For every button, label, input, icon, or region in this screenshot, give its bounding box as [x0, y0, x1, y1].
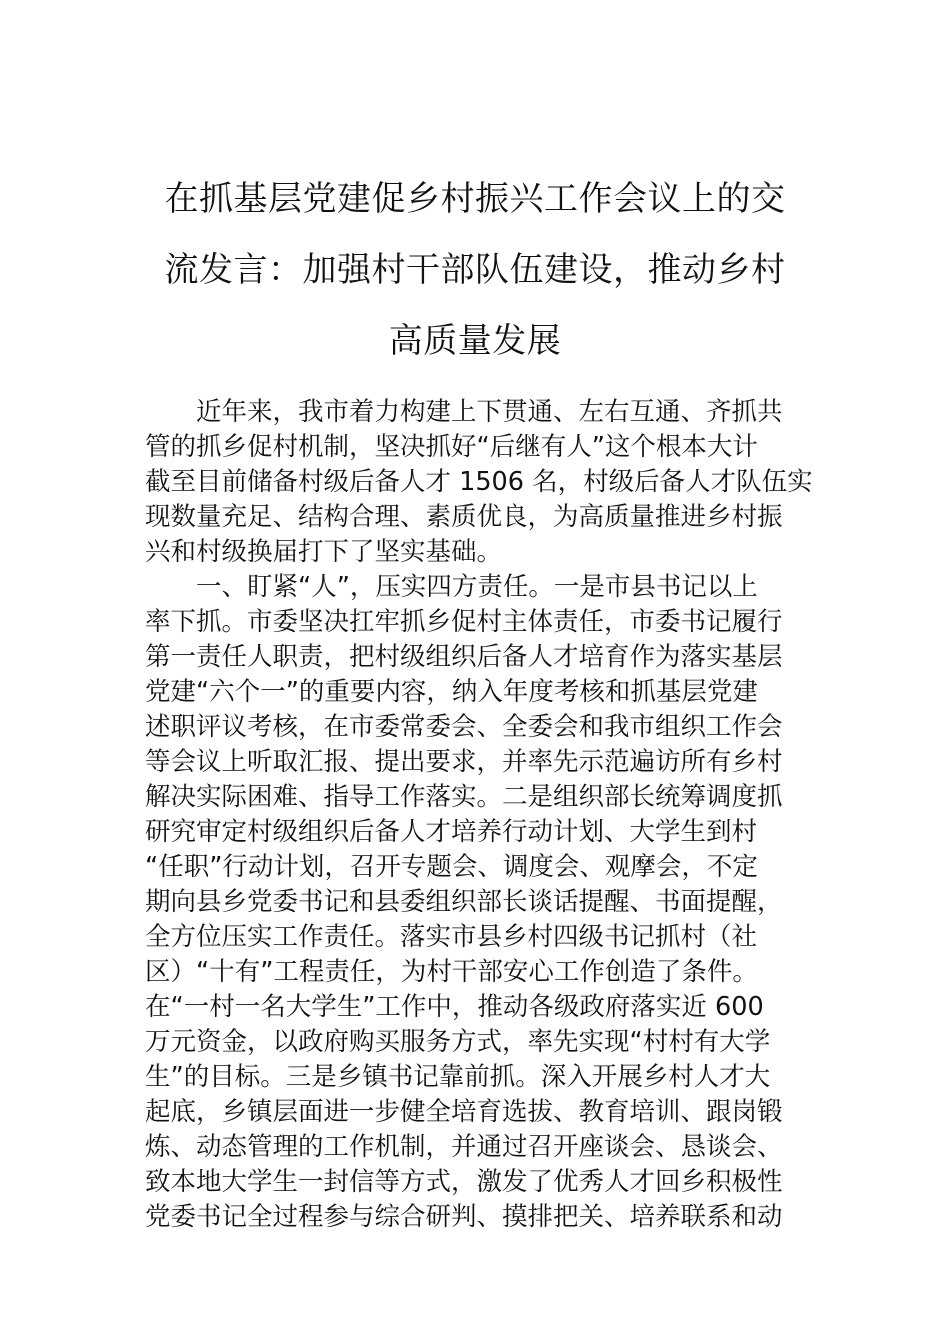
document-body	[145, 395, 815, 1235]
body-line: 近年来，我市着力构建上下贯通、左右互通、齐抓共	[196, 397, 783, 427]
body-line: 起底，乡镇层面进一步健全培育选拔、教育培训、跟岗锻	[145, 1097, 783, 1127]
body-line: 炼、动态管理的工作机制，并通过召开座谈会、恳谈会、	[145, 1132, 783, 1162]
body-line: 管的抓乡促村机制，坚决抓好“后继有人”这个根本大计	[145, 432, 758, 462]
body-line: 区）“十有”工程责任，为村干部安心工作创造了条件。	[145, 957, 758, 987]
body-line: 率下抓。市委坚决扛牢抓乡促村主体责任，市委书记履行	[145, 607, 783, 637]
body-line: 截至目前储备村级后备人才 1506 名，村级后备人才队伍实	[145, 467, 813, 497]
body-line: 第一责任人职责，把村级组织后备人才培育作为落实基层	[145, 642, 783, 672]
body-line: 生”的目标。三是乡镇书记靠前抓。深入开展乡村人才大	[145, 1062, 771, 1092]
body-line: 致本地大学生一封信等方式，激发了优秀人才回乡积极性	[145, 1167, 783, 1197]
body-line: 万元资金，以政府购买服务方式，率先实现“村村有大学	[145, 1027, 771, 1057]
body-line: 现数量充足、结构合理、素质优良，为高质量推进乡村振	[145, 502, 783, 532]
body-line: 研究审定村级组织后备人才培养行动计划、大学生到村	[145, 817, 758, 847]
title-line-3: 高质量发展	[388, 321, 562, 361]
body-line: 解决实际困难、指导工作落实。二是组织部长统筹调度抓	[145, 782, 783, 812]
body-line: 全方位压实工作责任。落实市县乡村四级书记抓村（社	[145, 922, 758, 952]
body-line: “任职”行动计划，召开专题会、调度会、观摩会，不定	[145, 852, 758, 882]
body-line: 一、盯紧“人”，压实四方责任。一是市县书记以上	[196, 572, 758, 602]
body-line: 党建“六个一”的重要内容，纳入年度考核和抓基层党建	[145, 677, 758, 707]
body-line: 在“一村一名大学生”工作中，推动各级政府落实近 600	[145, 992, 764, 1022]
body-line: 等会议上听取汇报、提出要求，并率先示范遍访所有乡村	[145, 747, 783, 777]
document-title	[140, 164, 810, 377]
body-line: 党委书记全过程参与综合研判、摸排把关、培养联系和动	[145, 1202, 783, 1232]
title-line-1: 在抓基层党建促乡村振兴工作会议上的交	[164, 179, 786, 219]
body-line: 兴和村级换届打下了坚实基础。	[145, 537, 503, 567]
title-line-2: 流发言：加强村干部队伍建设，推动乡村	[164, 250, 786, 290]
body-line: 述职评议考核，在市委常委会、全委会和我市组织工作会	[145, 712, 783, 742]
body-line: 期向县乡党委书记和县委组织部长谈话提醒、书面提醒，	[145, 887, 783, 917]
